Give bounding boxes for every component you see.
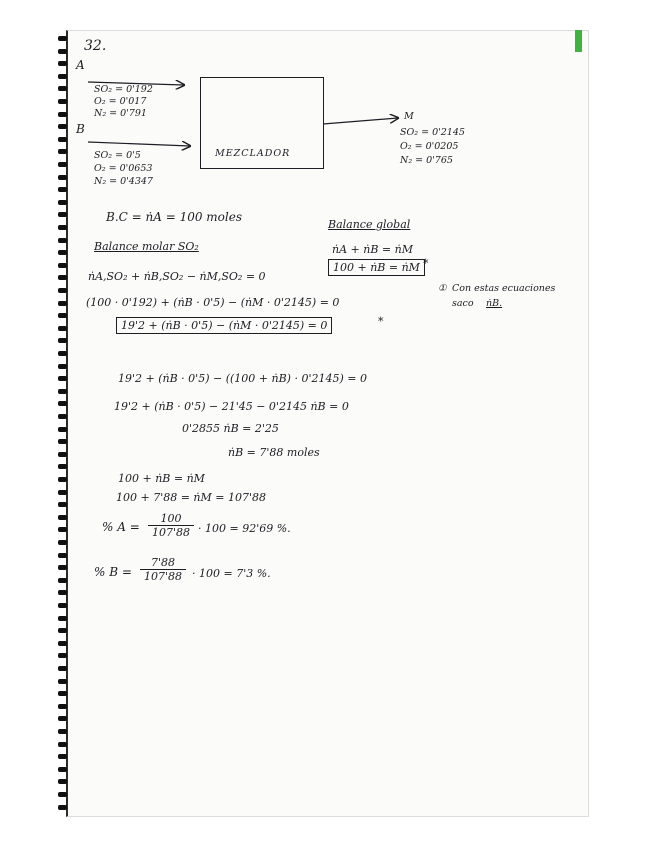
solution-line: 0'2855 ṅB = 2'25 [182,422,279,435]
percent-a-fraction [148,512,194,539]
solution-line: 100 + 7'88 = ṅM = 107'88 [116,491,267,504]
solution-line: 19'2 + (ṅB · 0'5) − 21'45 − 0'2145 ṅB = 0 [114,400,349,413]
note-target: ṅB. [486,298,503,309]
stream-m-label: M [404,111,414,122]
mixer-box [200,77,324,169]
problem-number: 32. [84,38,107,54]
solution-result: ṅB = 7'88 moles [228,446,320,459]
note-line-1: Con estas ecuaciones [452,283,556,294]
percent-b-result: · 100 = 7'3 %. [192,567,271,580]
stream-a-comp: SO₂ = 0'192 [94,84,153,95]
stream-a-comp: O₂ = 0'017 [94,96,147,107]
stream-b-comp: SO₂ = 0'5 [94,150,141,161]
stream-b-comp: N₂ = 0'4347 [94,176,153,187]
so2-balance-marker: * [378,315,384,328]
note-symbol: ① [438,283,447,294]
so2-balance-heading: Balance molar SO₂ [94,240,199,253]
calculation-basis: B.C = ṅA = 100 moles [106,210,242,224]
percent-b-denominator: 107'88 [143,570,183,583]
percent-b-label: % B = [94,565,132,579]
percent-a-label: % A = [102,520,140,534]
percent-a-denominator: 107'88 [151,526,191,539]
so2-balance-line: ṅA,SO₂ + ṅB,SO₂ − ṅM,SO₂ = 0 [88,270,266,283]
so2-balance-line: (100 · 0'192) + (ṅB · 0'5) − (ṅM · 0'2145) = 0 [86,296,340,309]
stream-m-arrow [323,118,398,124]
stream-a-comp: N₂ = 0'791 [94,108,147,119]
percent-a-result: · 100 = 92'69 %. [198,522,291,535]
stream-b-label: B [76,122,85,136]
note-line-2: saco [452,298,474,309]
percent-b-fraction [140,556,186,583]
global-balance-eq2: 100 + ṅB = ṅM [328,259,425,276]
percent-b-numerator: 7'88 [140,556,186,570]
stream-m-comp: O₂ = 0'0205 [400,141,459,152]
solution-line: 100 + ṅB = ṅM [118,472,205,485]
global-balance-marker: * [423,257,429,270]
stream-a-label: A [76,58,85,72]
stream-b-arrow [88,142,190,146]
global-balance-eq1: ṅA + ṅB = ṅM [332,243,413,256]
mixer-label: MEZCLADOR [215,148,291,159]
global-balance-heading: Balance global [328,218,411,231]
stream-m-comp: N₂ = 0'765 [400,155,453,166]
percent-a-numerator: 100 [148,512,194,526]
stream-b-comp: O₂ = 0'0653 [94,163,153,174]
so2-balance-line-boxed: 19'2 + (ṅB · 0'5) − (ṅM · 0'2145) = 0 [116,317,332,334]
solution-line: 19'2 + (ṅB · 0'5) − ((100 + ṅB) · 0'2145) = 0 [118,372,367,385]
stream-m-comp: SO₂ = 0'2145 [400,127,465,138]
